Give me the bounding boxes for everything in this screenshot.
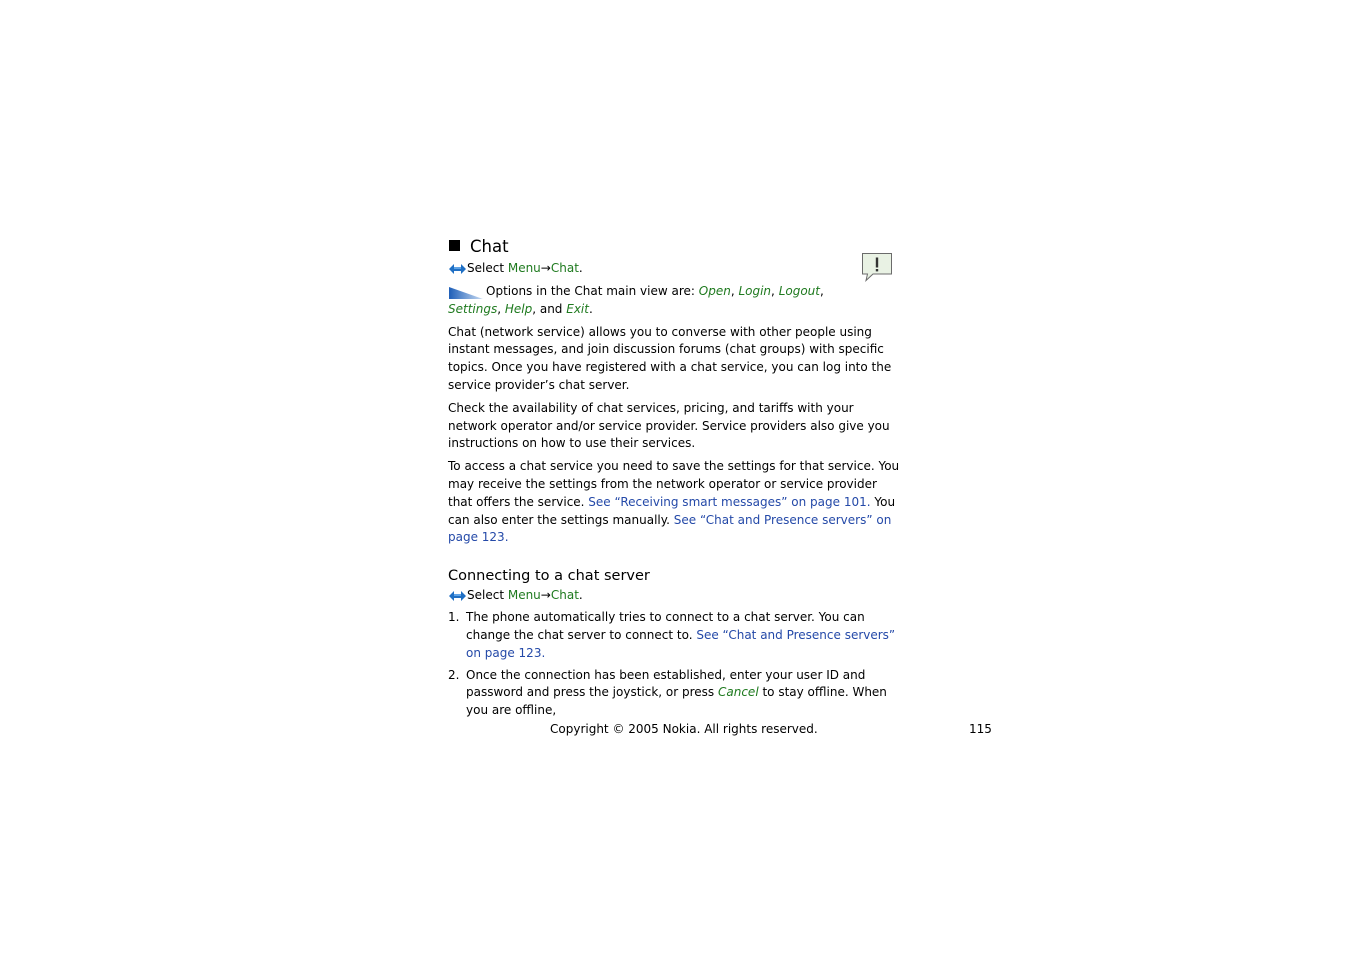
subsection-title: Connecting to a chat server — [448, 568, 650, 585]
chat-servers-link[interactable]: See “Chat and Presence servers” on page 123. — [448, 512, 892, 545]
options-tip — [448, 283, 900, 319]
select-label: Select — [467, 588, 508, 603]
tip-wedge-icon — [448, 286, 484, 300]
step-number: 2. — [448, 667, 460, 682]
tip-sep: , — [771, 284, 779, 298]
page-number: 115 — [969, 722, 992, 736]
option-logout: Logout — [778, 284, 820, 298]
smart-messages-link[interactable]: See “Receiving smart messages” on page 101. — [588, 494, 871, 509]
step-text: Once the connection has been established, enter your user ID and password and press the joystick, or press — [466, 667, 866, 700]
paragraph-intro: Chat (network service) allows you to converse with other people using instant messages, and join discussion forums (chat groups) with specific topics. Once you have registered with a chat service, you can log into the service provider’s chat server. — [448, 324, 892, 392]
select-period: . — [578, 261, 583, 275]
tip-sep: , — [497, 301, 505, 316]
menu-link[interactable]: Menu — [507, 588, 541, 603]
settings-text-b: You can also enter the settings manually. — [448, 494, 896, 527]
section-heading — [448, 236, 900, 258]
paragraph-availability: Check the availability of chat services, pricing, and tariffs with your network operator and/or service provider. Service providers also give you instructions on how to use their services. — [448, 400, 890, 451]
path-arrow: → — [540, 588, 551, 603]
page-content — [448, 236, 900, 724]
option-exit: Exit — [566, 301, 589, 316]
tip-prefix: Options in the Chat main view are: — [486, 284, 699, 298]
tip-and: , and — [532, 301, 567, 316]
list-item — [448, 609, 900, 662]
steps-list — [448, 609, 900, 720]
list-item — [448, 667, 900, 720]
chat-link[interactable]: Chat — [550, 261, 579, 275]
navigation-arrow-icon — [448, 261, 467, 277]
settings-text-a: To access a chat service you need to save the settings for that service. You may receive the settings from the network operator or service provider that offers the service. — [448, 459, 900, 509]
step-number: 1. — [448, 610, 460, 625]
cancel-option: Cancel — [718, 685, 759, 700]
note-exclamation-icon — [861, 252, 893, 282]
paragraph-settings — [448, 458, 900, 547]
select-period: . — [578, 588, 583, 603]
chat-link[interactable]: Chat — [550, 588, 579, 603]
tip-end: . — [588, 301, 593, 316]
option-settings: Settings — [448, 301, 498, 316]
tip-comma: , — [819, 284, 824, 298]
copyright-notice: Copyright © 2005 Nokia. All rights reserved. — [550, 722, 818, 736]
step-text: to stay offline. When you are offline, — [466, 685, 887, 718]
chat-servers-link[interactable]: See “Chat and Presence servers” on page 123. — [466, 627, 896, 660]
step-text: The phone automatically tries to connect to a chat server. You can change the chat server to connect to. — [466, 610, 865, 642]
select-path — [448, 260, 900, 278]
select-path-2 — [448, 587, 900, 605]
heading-square-icon — [449, 240, 460, 251]
tip-sep: , — [730, 284, 739, 298]
menu-link[interactable]: Menu — [507, 261, 541, 275]
option-open: Open — [698, 284, 731, 298]
select-label: Select — [467, 261, 508, 275]
option-help: Help — [504, 301, 533, 316]
option-login: Login — [738, 284, 772, 298]
path-arrow: → — [540, 261, 551, 275]
section-title: Chat — [470, 237, 509, 256]
navigation-arrow-icon — [448, 588, 467, 604]
